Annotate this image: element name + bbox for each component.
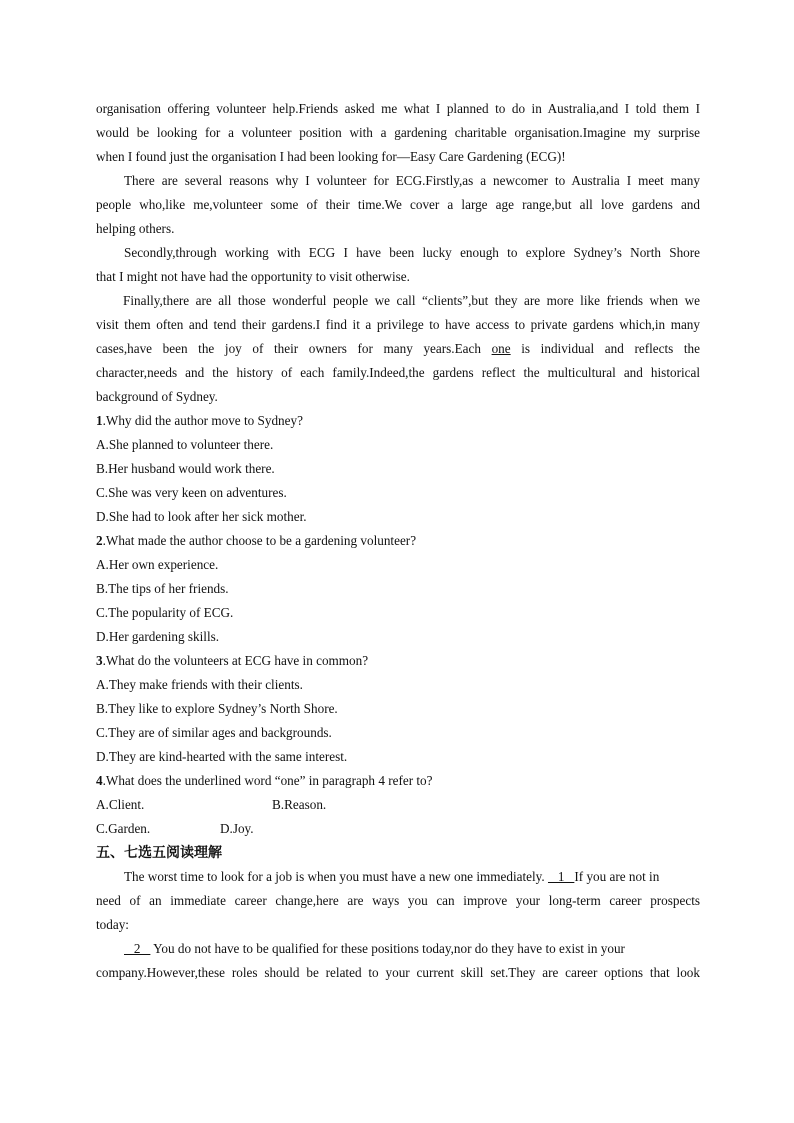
answer-option: A.She planned to volunteer there.	[96, 437, 274, 452]
passage-line: today:	[96, 917, 129, 932]
question-text: .What made the author choose to be a gardening volunteer?	[102, 533, 417, 548]
question-stem	[96, 409, 700, 433]
question-stem	[96, 769, 700, 793]
passage-line: when I found just the organisation I had been looking for—Easy Care Gardening (ECG)!	[96, 149, 566, 164]
passage-line: organisation offering volunteer help.Friends asked me what I planned to do in Australia,and I told them I	[96, 101, 700, 116]
section-heading: 五、七选五阅读理解	[96, 845, 222, 861]
passage-line: There are several reasons why I volunteer for ECG.Firstly,as a newcomer to Australia I meet many	[124, 173, 700, 188]
answer-option: C.The popularity of ECG.	[96, 605, 234, 620]
question-text: .What does the underlined word “one” in paragraph 4 refer to?	[102, 773, 433, 788]
passage-line: visit them often and tend their gardens.I find it a privilege to have access to private gardens which,in many	[96, 317, 700, 332]
passage-line: Secondly,through working with ECG I have been lucky enough to explore Sydney’s North Shore	[124, 245, 700, 260]
passage-text: is individual and reflects the	[510, 341, 701, 356]
underlined-word: one	[491, 341, 511, 356]
question-number: 1	[96, 413, 103, 428]
blank-2: 2	[124, 941, 151, 956]
answer-option: D.Her gardening skills.	[96, 629, 220, 644]
passage-line: Finally,there are all those wonderful people we call “clients”,but they are more like friends when we	[123, 293, 700, 308]
answer-option: D.Joy.	[220, 821, 254, 836]
answer-option: C.She was very keen on adventures.	[96, 485, 287, 500]
passage-text: If you are not in	[574, 869, 660, 884]
passage-line	[96, 337, 700, 361]
passage-line: would be looking for a volunteer position with a gardening charitable organisation.Imagine my surprise	[96, 125, 700, 140]
blank-1: 1	[547, 869, 575, 884]
answer-option: B.They like to explore Sydney’s North Shore.	[96, 701, 338, 716]
question-number: 4	[96, 773, 103, 788]
answer-option: A.Client.	[96, 797, 145, 812]
passage-line: company.However,these roles should be related to your current skill set.They are career options that look	[96, 965, 700, 980]
question-stem	[96, 649, 700, 673]
passage-line: background of Sydney.	[96, 389, 218, 404]
passage-text: cases,have been the joy of their owners for many years.Each	[96, 341, 492, 356]
passage-line: character,needs and the history of each family.Indeed,the gardens reflect the multicultural and historical	[96, 365, 700, 380]
passage-line: need of an immediate career change,here are ways you can improve your long-term career prospects	[96, 893, 700, 908]
question-text: .What do the volunteers at ECG have in common?	[102, 653, 369, 668]
question-number: 2	[96, 533, 103, 548]
question-stem	[96, 529, 700, 553]
answer-option: D.She had to look after her sick mother.	[96, 509, 307, 524]
answer-option: D.They are kind-hearted with the same interest.	[96, 749, 348, 764]
answer-option: B.Her husband would work there.	[96, 461, 275, 476]
answer-option: C.Garden.	[96, 821, 151, 836]
passage-line: people who,like me,volunteer some of their time.We cover a large age range,but all love gardens and	[96, 197, 700, 212]
passage-text: You do not have to be qualified for these positions today,nor do they have to exist in your	[150, 941, 625, 956]
passage-line	[96, 937, 700, 961]
answer-option-row	[96, 793, 700, 817]
passage-text: The worst time to look for a job is when you must have a new one immediately.	[124, 869, 548, 884]
question-text: .Why did the author move to Sydney?	[102, 413, 303, 428]
answer-option: A.Her own experience.	[96, 557, 219, 572]
passage-line: that I might not have had the opportunity to visit otherwise.	[96, 269, 410, 284]
answer-option: A.They make friends with their clients.	[96, 677, 303, 692]
answer-option-row	[96, 817, 700, 841]
document-page	[96, 97, 700, 985]
passage-line: helping others.	[96, 221, 175, 236]
answer-option: C.They are of similar ages and backgrounds.	[96, 725, 332, 740]
answer-option: B.Reason.	[272, 797, 327, 812]
question-number: 3	[96, 653, 103, 668]
passage-line	[96, 865, 700, 889]
answer-option: B.The tips of her friends.	[96, 581, 229, 596]
